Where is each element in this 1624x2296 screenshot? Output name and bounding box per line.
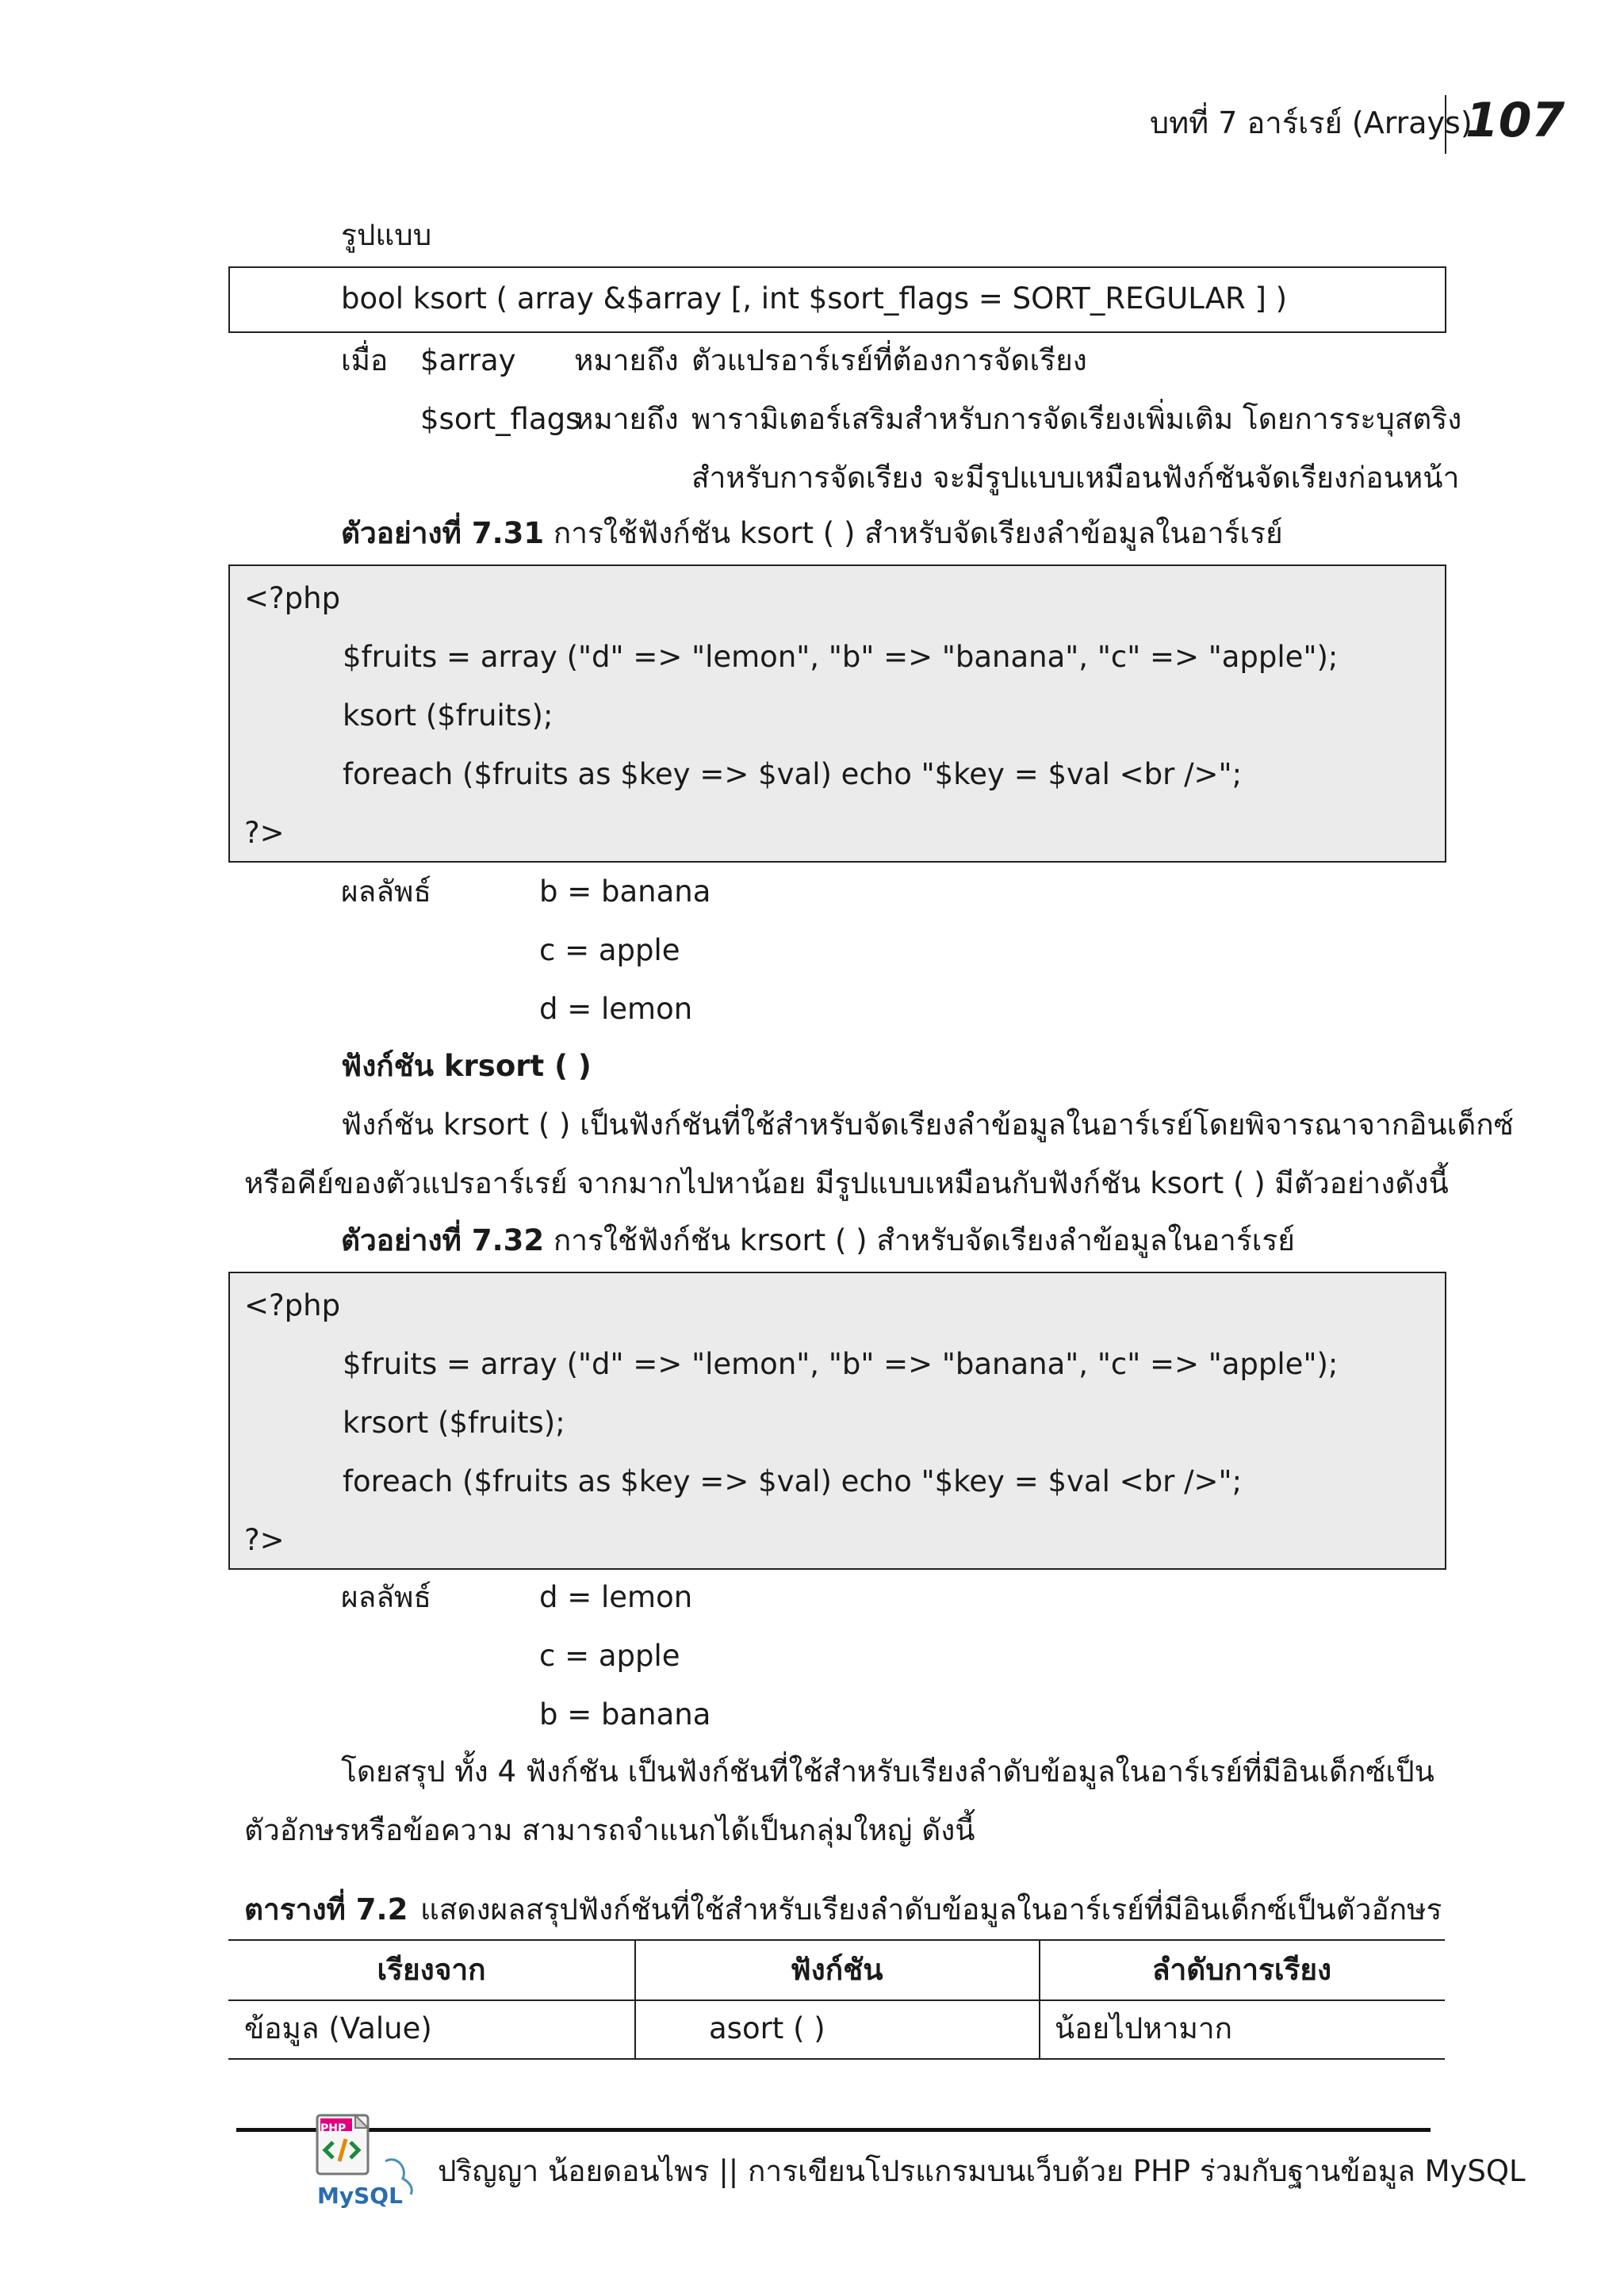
result-label: ผลลัพธ์ (341, 1580, 431, 1614)
example-label: ตัวอย่างที่ 7.32 (341, 1223, 545, 1257)
example-label: ตัวอย่างที่ 7.31 (341, 516, 545, 550)
param-desc-cont: สำหรับการจัดเรียง จะมีรูปแบบเหมือนฟังก์ชันจัดเรียงก่อนหน้า (691, 461, 1460, 495)
table-label: ตารางที่ 7.2 (244, 1892, 408, 1927)
paragraph-line: ตัวอักษรหรือข้อความ สามารถจำแนกได้เป็นกลุ่มใหญ่ ดังนี้ (244, 1813, 975, 1847)
code-line: ksort ($fruits); (343, 698, 553, 733)
table-header-rule (228, 1999, 1445, 2001)
param-desc: พารามิเตอร์เสริมสำหรับการจัดเรียงเพิ่มเติม โดยการระบุสตริง (691, 402, 1462, 436)
example-caption-text: การใช้ฟังก์ชัน krsort ( ) สำหรับจัดเรียงลำข้อมูลในอาร์เรย์ (544, 1223, 1295, 1257)
logo-text: MySQL (317, 2183, 403, 2209)
result-line: c = apple (539, 1639, 680, 1673)
section-heading: ฟังก์ชัน krsort ( ) (341, 1049, 592, 1083)
when-label: เมื่อ (341, 343, 389, 377)
result-line: d = lemon (539, 1580, 693, 1614)
param-means: หมายถึง (574, 343, 679, 377)
param-desc: ตัวแปรอาร์เรย์ที่ต้องการจัดเรียง (691, 343, 1087, 377)
logo-badge: PHP (320, 2122, 347, 2135)
header-divider (1445, 95, 1446, 154)
code-line: ?> (244, 816, 285, 850)
code-line: ?> (244, 1523, 285, 1557)
code-line: $fruits = array ("d" => "lemon", "b" => "banana", "c" => "apple"); (343, 1347, 1339, 1381)
chapter-title: บทที่ 7 อาร์เรย์ (Arrays) (1150, 105, 1473, 140)
example-caption (341, 1223, 1295, 1257)
code-line: foreach ($fruits as $key => $val) echo "$key = $val <br />"; (343, 757, 1243, 791)
table-cell: asort ( ) (709, 2011, 825, 2045)
param-means: หมายถึง (574, 402, 679, 436)
paragraph-line: หรือคีย์ของตัวแปรอาร์เรย์ จากมากไปหาน้อย มีรูปแบบเหมือนกับฟังก์ชัน ksort ( ) มีตัวอย่างดังนี้ (244, 1166, 1449, 1200)
table-cell: ข้อมูล (Value) (244, 2011, 432, 2045)
syntax-signature: bool ksort ( array &$array [, int $sort_flags = SORT_REGULAR ] ) (341, 281, 1288, 316)
result-line: b = banana (539, 1697, 711, 1732)
table-cell: น้อยไปหามาก (1055, 2011, 1233, 2045)
code-line: krsort ($fruits); (343, 1406, 565, 1440)
table-header-cell: ฟังก์ชัน (790, 1953, 883, 1987)
syntax-label: รูปแบบ (341, 218, 432, 252)
code-line: $fruits = array ("d" => "lemon", "b" => "banana", "c" => "apple"); (343, 640, 1339, 674)
table-header-cell: เรียงจาก (377, 1953, 486, 1987)
code-line: <?php (244, 1288, 341, 1322)
result-line: b = banana (539, 874, 711, 909)
code-line: <?php (244, 581, 341, 615)
example-caption-text: การใช้ฟังก์ชัน ksort ( ) สำหรับจัดเรียงลำข้อมูลในอาร์เรย์ (544, 516, 1283, 550)
code-line: foreach ($fruits as $key => $val) echo "$key = $val <br />"; (343, 1464, 1243, 1498)
paragraph-line: ฟังก์ชัน krsort ( ) เป็นฟังก์ชันที่ใช้สำหรับจัดเรียงลำข้อมูลในอาร์เรย์โดยพิจารณาจากอินเด็กซ์ (341, 1108, 1514, 1142)
result-line: c = apple (539, 933, 680, 967)
table-top-rule (228, 1939, 1445, 1941)
page-number: 107 (1465, 93, 1565, 148)
result-label: ผลลัพธ์ (341, 874, 431, 909)
table-bottom-rule (228, 2058, 1445, 2060)
footer-text: ปริญญา น้อยดอนไพร || การเขียนโปรแกรมบนเว็บด้วย PHP ร่วมกับฐานข้อมูล MySQL (438, 2154, 1526, 2188)
result-line: d = lemon (539, 992, 693, 1026)
table-caption: แสดงผลสรุปฟังก์ชันที่ใช้สำหรับเรียงลำดับข้อมูลในอาร์เรย์ที่มีอินเด็กซ์เป็นตัวอักษร (420, 1892, 1442, 1927)
table-header-cell: ลำดับการเรียง (1151, 1953, 1332, 1987)
example-caption (341, 516, 1283, 550)
paragraph-line: โดยสรุป ทั้ง 4 ฟังก์ชัน เป็นฟังก์ชันที่ใช้สำหรับเรียงลำดับข้อมูลในอาร์เรย์ที่มีอินเด็กซ์เป็น (341, 1755, 1434, 1789)
param-name: $sort_flags (420, 402, 581, 436)
php-mysql-logo (309, 2112, 428, 2215)
param-name: $array (420, 343, 516, 377)
